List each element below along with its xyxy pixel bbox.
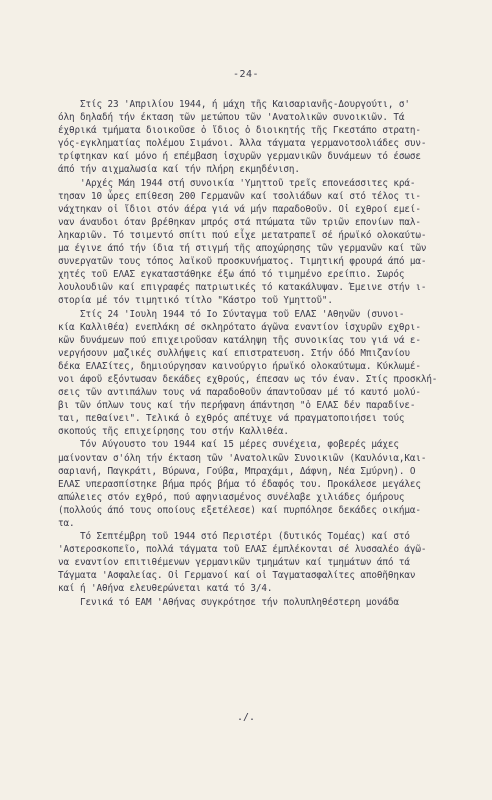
text-line: απώλειες στόν εχθρό, πού αφηνιασμένος συνέλαβε χιλιάδες όμήρους xyxy=(58,491,405,503)
text-line: όλη δηλαδή τήν έκταση τῶν μετώπου τῶν 'Ανατολικῶν συνοικιῶν. Τά xyxy=(58,112,405,124)
text-line: κῶν δυνάμεων πού επιχειροῦσαν κατάληψη τῆς συνοικίας του γιά νά ε- xyxy=(58,334,421,346)
text-line: έχθρικά τμήματα διοικοῦσε ὁ ἴδιος ὁ διοικητής τῆς Γκεστάπο στρατη- xyxy=(58,125,421,137)
text-line: Γενικά τό ΕΑΜ 'Αθήνας συγκρότησε τήν πολυπληθέστερη μονάδα xyxy=(58,596,399,608)
text-line: ΕΛΑΣ υπερασπίστηκε βήμα πρός βήμα τό έδαφός του. Προκάλεσε μεγάλες xyxy=(58,478,421,490)
text-line: συνεργατῶν τους τόπος λαϊκοῦ προσκυνήματος. Τιμητική φρουρά άπό μα- xyxy=(58,256,427,268)
text-line: λουλουδιῶν καί επιγραφές πατριωτικές τό κατακάλυψαν. Έμεινε στήν ι- xyxy=(58,282,427,294)
text-line: μα έγινε άπό τήν ίδια τή στιγμή τῆς αποχώρησης τῶν γερμανῶν καί τῶν xyxy=(58,243,427,255)
text-line: κία Καλλιθέα) ενεπλάκη σέ σκληρότατο άγῶνα εναντίον ἰσχυρῶν εχθρι- xyxy=(58,321,421,333)
text-line: ληκαριῶν. Τό τσιμεντό σπίτι πού εἶχε μετατραπεῖ σέ ήρωϊκό ολοκαύτω- xyxy=(58,229,427,241)
text-line: μαίνονταν σ'όλη τήν έκταση τῶν 'Ανατολικῶν Συνοικιῶν (Καυλόνια,Και- xyxy=(58,452,427,464)
text-line: (πολλούς άπό τους οποίους εξετέλεσε) καί πυρπόλησε δεκάδες οικήμα- xyxy=(58,504,421,516)
text-line: σκοπούς τῆς επιχείρησης του στήν Καλλιθέα. xyxy=(58,426,289,438)
text-line: σαριανή, Παγκράτι, Βύρωνα, Γούβα, Μπραχάμι, Δάφνη, Νέα Σμύρνη). Ο xyxy=(58,465,416,477)
text-line: τρίφτηκαν καί μόνο ή επέμβαση ἰσχυρῶν γερμανικῶν δυνάμεων τό έσωσε xyxy=(58,151,421,163)
text-line: Στίς 24 'Ιουλη 1944 τό Ιο Σύνταγμα τοῦ ΕΛΑΣ 'Αθηνῶν (συνοι- xyxy=(58,308,405,320)
text-line: στορία μέ τόν τιμητικό τίτλο "Κάστρο τοῦ Υμηττοῦ". xyxy=(58,295,333,307)
text-line: Στίς 23 'Απριλίου 1944, ή μάχη τῆς Καισαριανῆς-Δουργούτι, σ' xyxy=(58,99,410,110)
text-line: γός-εγκληματίας πολέμου Σιμάνοι. Άλλα τάγματα γερμανοτσολιάδες συν- xyxy=(58,138,427,150)
text-line: 'Αρχές Μάη 1944 στή συνοικία 'Υμηττοῦ τρεῖς επονεάσσιτες κρά- xyxy=(58,177,416,189)
text-line: τα. xyxy=(58,518,75,529)
text-line: Τό Σεπτέμβρη τοῦ 1944 στό Περιστέρι (δυτικός Τομέας) καί στό xyxy=(58,531,410,543)
text-line: τησαν 10 ὧρες επίθεση 200 Γερμανῶν καί τσολιάδων καί στό τέλος τι- xyxy=(58,190,421,202)
text-line: χητές τοῦ ΕΛΑΣ εγκαταστάθηκε έξω άπό τό τιμημένο ερείπιο. Σωρός xyxy=(58,269,405,281)
text-line: ναν άναυδοι όταν βρέθηκαν μπρός στά πτώματα τῶν τριῶν επονίων παλ- xyxy=(58,216,421,228)
text-line: νοι άφοῦ εξόντωσαν δεκάδες εχθρούς, έπεσαν ως τόν έναν. Στίς προσκλή- xyxy=(58,373,438,385)
text-line: βι τῶν όπλων τους καί τήν περήφανη άπάντηση "ὁ ΕΛΑΣ δέν παραδίνε- xyxy=(58,400,416,412)
text-line: Τόν Αύγουστο του 1944 καί 15 μέρες συνέχεια, φοβερές μάχες xyxy=(58,439,399,451)
page-number: -24- xyxy=(232,69,260,80)
text-line: σεις τῶν αντιπάλων τους νά παραδοθοῦν άπαντοῦσαν μέ τό καυτό μολύ- xyxy=(58,387,421,399)
text-line: άπό τήν αιχμαλωσία καί τήν πλήρη εκμηδένιση. xyxy=(58,164,300,176)
text-line: ται, πεθαίνει". Τελικά ὁ εχθρός απέτυχε νά πραγματοποιήσει τούς xyxy=(58,413,405,425)
body-text xyxy=(58,98,438,609)
text-line: 'Αστεροσκοπεῖο, πολλά τάγματα τοῦ ΕΛΑΣ έμπλέκονται σέ λυσσαλέο άγῶ- xyxy=(58,544,427,556)
text-line: Τάγματα 'Ασφαλείας. Οἱ Γερμανοί καί οἱ Ταγματασφαλίτες αποθῆθηκαν xyxy=(58,570,416,582)
text-line: νάχτηκαν οἱ ἴδιοι στόν άέρα γιά νά μήν παραδοθοῦν. Οἱ εχθροί εμεί- xyxy=(58,203,421,215)
page-end-mark: ./. xyxy=(236,712,256,723)
text-line: καί ή 'Αθήνα ελευθερώνεται κατά τό 3/4. xyxy=(58,583,273,595)
text-line: να εναντίον επιτιθέμενων γερμανικῶν τμημάτων καί τμημάτων άπό τά xyxy=(58,557,410,569)
text-line: δέκα ΕΛΑΣίτες, δημιούργησαν καινούργιο ήρωϊκό ολοκαύτωμα. Κύκλωμέ- xyxy=(58,360,421,372)
text-line: νεργήσουν μαζικές συλλήψεις καί επιστρατευση. Στήν όδό Μπιζανίου xyxy=(58,347,410,359)
